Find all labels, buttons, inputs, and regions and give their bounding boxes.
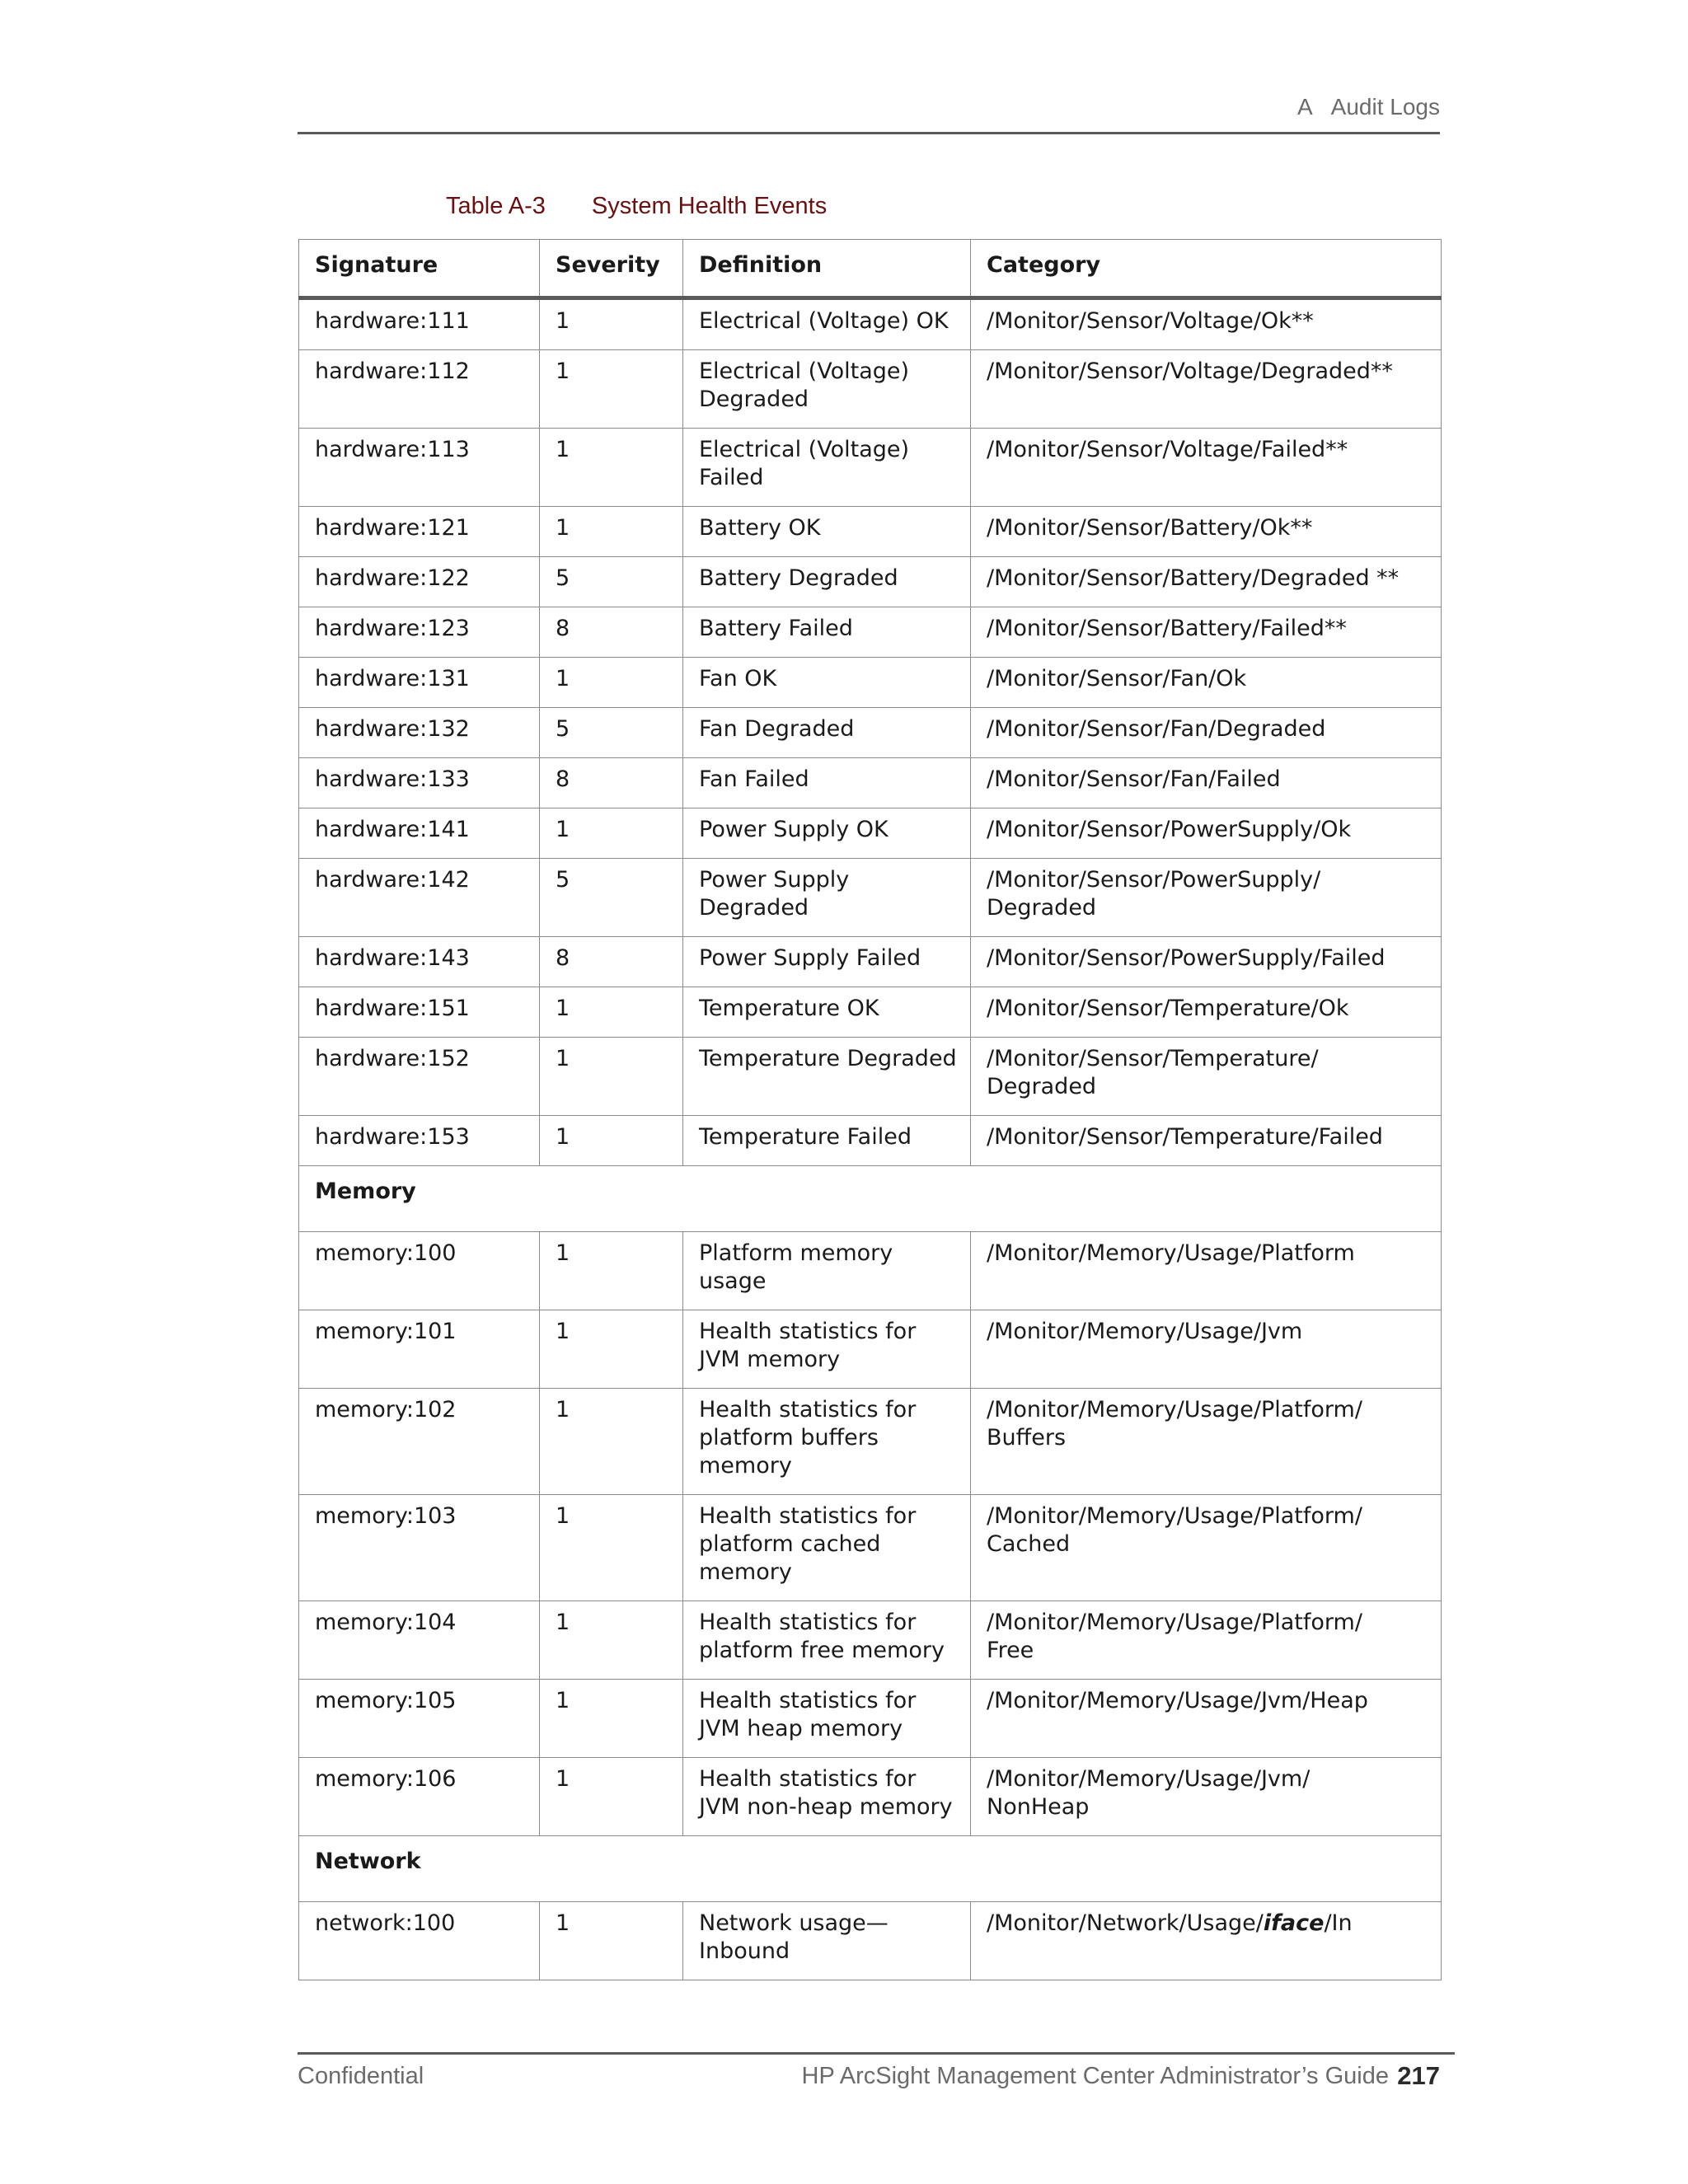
cell-severity: 5: [540, 557, 683, 607]
cell-definition: Temperature Failed: [683, 1116, 971, 1166]
cell-severity: 1: [540, 298, 683, 350]
cell-signature: hardware:111: [299, 298, 540, 350]
page-header: [298, 91, 1440, 134]
cell-signature: hardware:133: [299, 758, 540, 808]
cell-definition: Battery Degraded: [683, 557, 971, 607]
cell-category: /Monitor/Sensor/Fan/Degraded: [971, 708, 1442, 758]
table-row: [299, 658, 1442, 708]
cell-signature: hardware:153: [299, 1116, 540, 1166]
cell-severity: 1: [540, 507, 683, 557]
cell-definition: Battery OK: [683, 507, 971, 557]
cell-category: /Monitor/Sensor/Fan/Ok: [971, 658, 1442, 708]
table-row: [299, 1680, 1442, 1758]
page-number: 217: [1397, 2061, 1440, 2090]
cell-category: /Monitor/Sensor/Battery/Ok**: [971, 507, 1442, 557]
category-part: /Monitor/Network/Usage/: [987, 1910, 1264, 1936]
cell-category: /Monitor/Sensor/Battery/Failed**: [971, 607, 1442, 658]
cell-signature: memory:103: [299, 1495, 540, 1601]
cell-category: /Monitor/Memory/Usage/Platform: [971, 1232, 1442, 1310]
table-row: [299, 1038, 1442, 1116]
cell-category: /Monitor/Sensor/PowerSupply/Failed: [971, 937, 1442, 987]
cell-category: /Monitor/Sensor/Voltage/Degraded**: [971, 350, 1442, 429]
table-row: [299, 1116, 1442, 1166]
cell-signature: memory:102: [299, 1389, 540, 1495]
table-row: [299, 1902, 1442, 1980]
table-row: [299, 987, 1442, 1038]
cell-signature: hardware:112: [299, 350, 540, 429]
cell-definition: Health statistics for JVM non-heap memory: [683, 1758, 971, 1836]
cell-signature: hardware:142: [299, 859, 540, 937]
cell-definition: Fan OK: [683, 658, 971, 708]
cell-definition: Platform memory usage: [683, 1232, 971, 1310]
column-header-signature: Signature: [299, 240, 540, 298]
cell-signature: hardware:131: [299, 658, 540, 708]
table-row: [299, 1310, 1442, 1389]
guide-title: HP ArcSight Management Center Administrator’s Guide: [801, 2063, 1389, 2089]
cell-category: /Monitor/Memory/Usage/Platform/ Buffers: [971, 1389, 1442, 1495]
table-row: [299, 1758, 1442, 1836]
cell-definition: Power Supply Failed: [683, 937, 971, 987]
table-caption: [446, 193, 827, 220]
table-row: [299, 758, 1442, 808]
cell-severity: 1: [540, 658, 683, 708]
cell-category: /Monitor/Sensor/Temperature/ Degraded: [971, 1038, 1442, 1116]
cell-severity: 5: [540, 859, 683, 937]
cell-category: /Monitor/Memory/Usage/Platform/ Free: [971, 1601, 1442, 1680]
cell-definition: Power Supply OK: [683, 808, 971, 859]
cell-severity: 1: [540, 1310, 683, 1389]
cell-definition: Temperature OK: [683, 987, 971, 1038]
cell-severity: 1: [540, 1758, 683, 1836]
confidential-label: Confidential: [298, 2063, 424, 2089]
cell-severity: 1: [540, 1116, 683, 1166]
column-header-severity: Severity: [540, 240, 683, 298]
cell-category: /Monitor/Sensor/Battery/Degraded **: [971, 557, 1442, 607]
section-row: [299, 1166, 1442, 1232]
appendix-letter: A: [1296, 94, 1313, 120]
chapter-title: Audit Logs: [1330, 94, 1440, 120]
cell-category: /Monitor/Sensor/PowerSupply/ Degraded: [971, 859, 1442, 937]
cell-severity: 8: [540, 937, 683, 987]
cell-severity: 1: [540, 1680, 683, 1758]
cell-signature: memory:105: [299, 1680, 540, 1758]
cell-definition: Electrical (Voltage) Failed: [683, 429, 971, 507]
table-row: [299, 808, 1442, 859]
cell-definition: Battery Failed: [683, 607, 971, 658]
table-row: [299, 557, 1442, 607]
cell-severity: 1: [540, 350, 683, 429]
cell-signature: memory:101: [299, 1310, 540, 1389]
column-header-definition: Definition: [683, 240, 971, 298]
table-row: [299, 708, 1442, 758]
table-row: [299, 937, 1442, 987]
cell-signature: hardware:132: [299, 708, 540, 758]
section-title: Network: [299, 1836, 1442, 1902]
cell-definition: Health statistics for JVM heap memory: [683, 1680, 971, 1758]
cell-signature: hardware:113: [299, 429, 540, 507]
cell-severity: 1: [540, 987, 683, 1038]
category-part: /In: [1324, 1910, 1353, 1936]
table-row: [299, 507, 1442, 557]
running-header: [1297, 94, 1440, 120]
cell-definition: Electrical (Voltage) Degraded: [683, 350, 971, 429]
cell-signature: hardware:123: [299, 607, 540, 658]
cell-signature: memory:100: [299, 1232, 540, 1310]
cell-signature: hardware:152: [299, 1038, 540, 1116]
cell-definition: Power Supply Degraded: [683, 859, 971, 937]
cell-signature: network:100: [299, 1902, 540, 1980]
cell-definition: Health statistics for platform free memory: [683, 1601, 971, 1680]
cell-definition: Health statistics for platform cached memory: [683, 1495, 971, 1601]
cell-definition: Electrical (Voltage) OK: [683, 298, 971, 350]
table-body: [299, 298, 1442, 1980]
cell-signature: hardware:121: [299, 507, 540, 557]
cell-category: /Monitor/Sensor/Temperature/Ok: [971, 987, 1442, 1038]
cell-definition: Health statistics for platform buffers memory: [683, 1389, 971, 1495]
table-title: System Health Events: [591, 193, 828, 219]
cell-category: /Monitor/Sensor/Fan/Failed: [971, 758, 1442, 808]
cell-category: /Monitor/Memory/Usage/Jvm: [971, 1310, 1442, 1389]
table-row: [299, 859, 1442, 937]
table-row: [299, 298, 1442, 350]
table-row: [299, 1389, 1442, 1495]
cell-category: /Monitor/Memory/Usage/Jvm/ NonHeap: [971, 1758, 1442, 1836]
table-header-row: [299, 240, 1442, 298]
cell-signature: memory:104: [299, 1601, 540, 1680]
page-footer: [298, 2052, 1455, 2090]
cell-category: /Monitor/Sensor/Voltage/Ok**: [971, 298, 1442, 350]
table-label: Table A-3: [446, 193, 546, 219]
cell-category: /Monitor/Sensor/PowerSupply/Ok: [971, 808, 1442, 859]
cell-severity: 1: [540, 1495, 683, 1601]
cell-definition: Health statistics for JVM memory: [683, 1310, 971, 1389]
cell-category: /Monitor/Sensor/Voltage/Failed**: [971, 429, 1442, 507]
table-row: [299, 1601, 1442, 1680]
cell-signature: memory:106: [299, 1758, 540, 1836]
table-row: [299, 429, 1442, 507]
cell-severity: 1: [540, 808, 683, 859]
cell-severity: 1: [540, 1902, 683, 1980]
table-row: [299, 607, 1442, 658]
cell-definition: Fan Degraded: [683, 708, 971, 758]
system-health-events-table: [298, 239, 1442, 1980]
cell-severity: 8: [540, 758, 683, 808]
table-row: [299, 1232, 1442, 1310]
cell-category: [971, 1902, 1442, 1980]
cell-severity: 1: [540, 1232, 683, 1310]
column-header-category: Category: [971, 240, 1442, 298]
cell-severity: 1: [540, 1038, 683, 1116]
cell-severity: 5: [540, 708, 683, 758]
cell-definition: Temperature Degraded: [683, 1038, 971, 1116]
cell-definition: Fan Failed: [683, 758, 971, 808]
cell-severity: 1: [540, 1389, 683, 1495]
cell-signature: hardware:151: [299, 987, 540, 1038]
cell-category: /Monitor/Memory/Usage/Jvm/Heap: [971, 1680, 1442, 1758]
cell-category: /Monitor/Memory/Usage/Platform/ Cached: [971, 1495, 1442, 1601]
table-row: [299, 1495, 1442, 1601]
section-row: [299, 1836, 1442, 1902]
cell-category: /Monitor/Sensor/Temperature/Failed: [971, 1116, 1442, 1166]
cell-severity: 1: [540, 429, 683, 507]
category-variable: iface: [1263, 1910, 1325, 1936]
cell-signature: hardware:143: [299, 937, 540, 987]
section-title: Memory: [299, 1166, 1442, 1232]
cell-severity: 1: [540, 1601, 683, 1680]
cell-signature: hardware:141: [299, 808, 540, 859]
table-row: [299, 350, 1442, 429]
cell-definition: Network usage— Inbound: [683, 1902, 971, 1980]
cell-severity: 8: [540, 607, 683, 658]
cell-signature: hardware:122: [299, 557, 540, 607]
